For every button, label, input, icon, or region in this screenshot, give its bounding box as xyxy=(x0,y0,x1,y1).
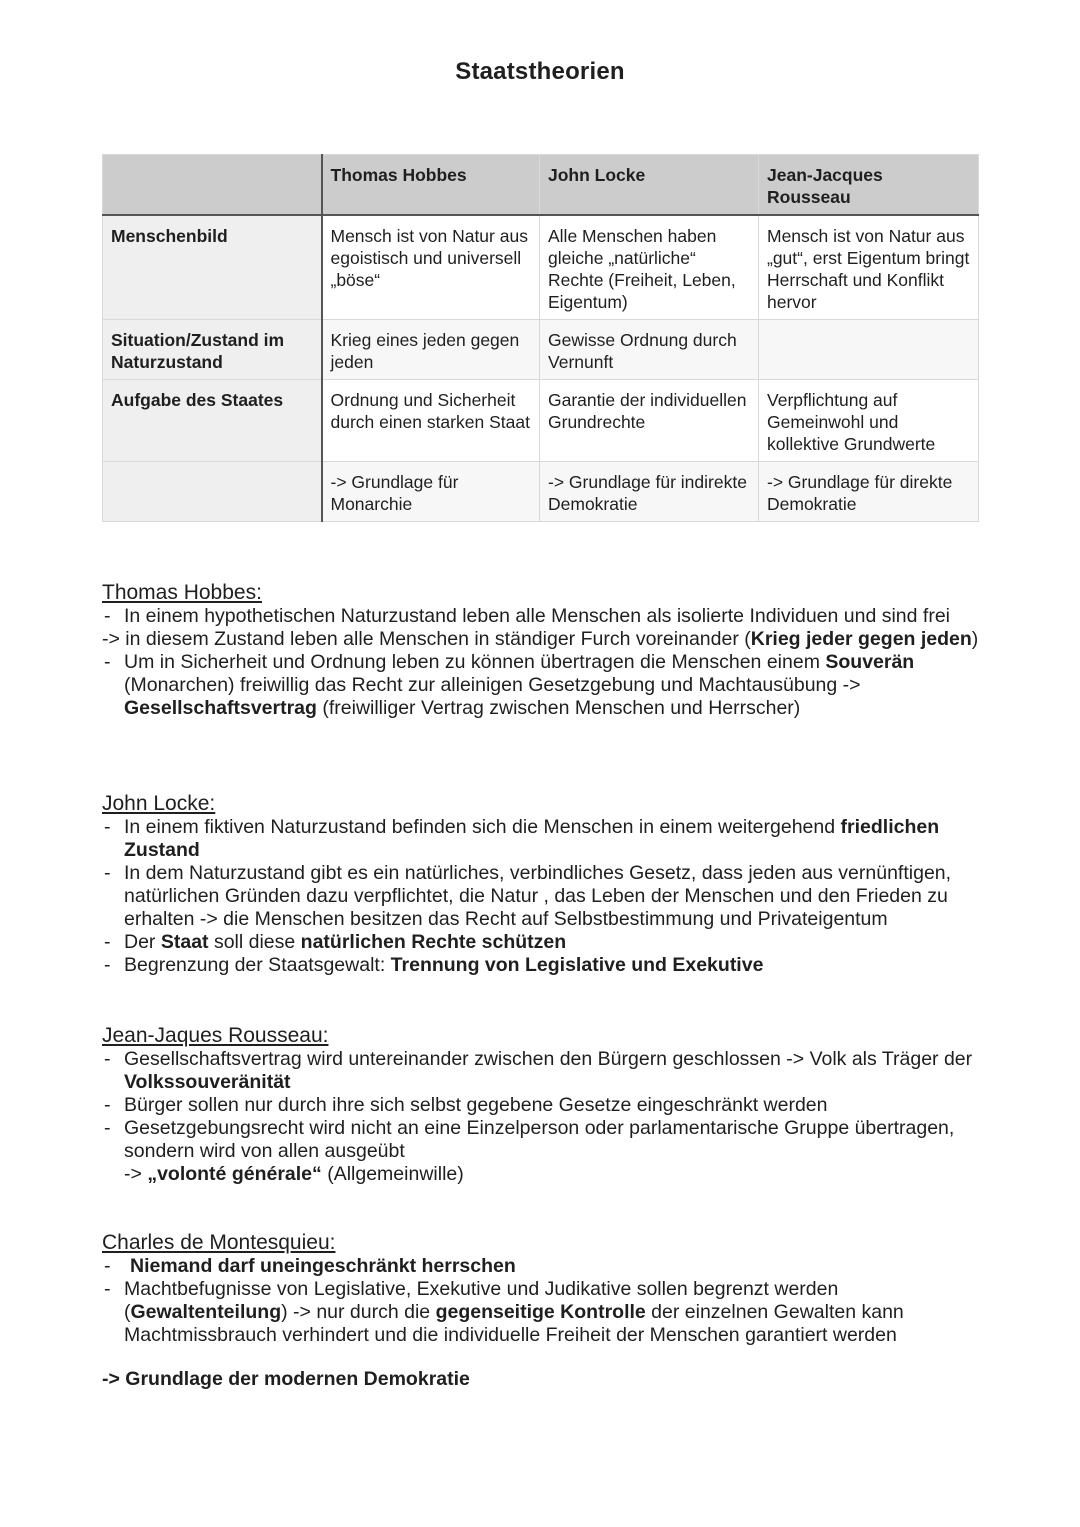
section-title-montesquieu: Charles de Montesquieu: xyxy=(102,1231,336,1254)
point-text: Machtbefugnisse von Legislative, Exekutive und Judikative sollen begrenzt werden ( xyxy=(124,1278,839,1323)
point-text: Um in Sicherheit und Ordnung leben zu können übertragen die Menschen einem xyxy=(124,651,826,673)
point-text: Gesellschaftsvertrag wird untereinander zwischen den Bürgern geschlossen -> Volk als Träger der xyxy=(124,1048,973,1070)
point-text: soll diese xyxy=(208,931,301,953)
section-montesquieu xyxy=(102,1231,992,1347)
page-title: Staatstheorien xyxy=(455,58,625,85)
section-title-hobbes: Thomas Hobbes: xyxy=(102,581,262,604)
table-cell: -> Grundlage für indirekte Demokratie xyxy=(540,462,759,522)
point-text: der einzelnen Gewalten kann Machtmissbrauch verhindert und die individuelle Freiheit der Menschen garantiert werden xyxy=(124,1301,904,1346)
point-bold: „volonté générale“ xyxy=(147,1163,322,1185)
point-text: ) xyxy=(971,628,979,650)
point-bold: Trennung von Legislative und Exekutive xyxy=(390,954,764,976)
table-cell xyxy=(759,320,979,380)
point-text: -> xyxy=(124,1163,148,1185)
conclusion: -> Grundlage der modernen Demokratie xyxy=(102,1368,470,1390)
list-item xyxy=(102,816,992,862)
table-cell: Mensch ist von Natur aus egoistisch und universell „böse“ xyxy=(322,215,540,320)
point-text: Begrenzung der Staatsgewalt: xyxy=(124,954,391,976)
table-cell: Gewisse Ordnung durch Vernunft xyxy=(540,320,759,380)
theory-comparison-table xyxy=(102,154,979,522)
point-text: Gesetzgebungsrecht wird nicht an eine Einzelperson oder parlamentarische Gruppe übertragen, sondern wird von allen ausgeübt xyxy=(124,1117,955,1162)
point-text: (freiwilliger Vertrag zwischen Menschen und Herrscher) xyxy=(316,697,801,719)
point-text: In einem hypothetischen Naturzustand leben alle Menschen als isolierte Individuen und sind frei xyxy=(124,605,950,627)
table-cell: Garantie der individuellen Grundrechte xyxy=(540,380,759,462)
header-empty xyxy=(103,155,322,216)
list-item xyxy=(102,1255,992,1278)
header-hobbes: Thomas Hobbes xyxy=(322,155,540,216)
header-rousseau: Jean-Jacques Rousseau xyxy=(759,155,979,216)
table-row xyxy=(103,380,979,462)
row-label: Menschenbild xyxy=(103,215,322,320)
table-cell: -> Grundlage für Monarchie xyxy=(322,462,540,522)
list-item xyxy=(102,954,992,977)
table-cell: Krieg eines jeden gegen jeden xyxy=(322,320,540,380)
point-text: -> in diesem Zustand leben alle Menschen in ständiger Furch voreinander ( xyxy=(102,628,751,650)
row-label: Aufgabe des Staates xyxy=(103,380,322,462)
table-cell: Verpflichtung auf Gemeinwohl und kollektive Grundwerte xyxy=(759,380,979,462)
point-bold: Gesellschaftsvertrag xyxy=(124,697,317,719)
table-header-row xyxy=(103,155,979,216)
point-text: ) -> nur durch die xyxy=(281,1301,436,1323)
table-cell: Alle Menschen haben gleiche „natürliche“ Rechte (Freiheit, Leben, Eigentum) xyxy=(540,215,759,320)
point-bold: natürlichen Rechte schützen xyxy=(300,931,567,953)
list-item xyxy=(102,862,992,931)
section-title-locke: John Locke: xyxy=(102,792,216,815)
point-bold: Krieg jeder gegen jeden xyxy=(750,628,972,650)
sub-line xyxy=(124,1163,992,1186)
row-label: Situation/Zustand im Naturzustand xyxy=(103,320,322,380)
point-text: Der xyxy=(124,931,161,953)
table-row xyxy=(103,320,979,380)
list-item xyxy=(102,651,992,720)
point-text: (Allgemeinwille) xyxy=(321,1163,464,1185)
row-label xyxy=(103,462,322,522)
list-item xyxy=(102,1094,992,1117)
table-cell: Ordnung und Sicherheit durch einen starken Staat xyxy=(322,380,540,462)
list-item xyxy=(102,1048,992,1094)
list-item xyxy=(102,931,992,954)
point-text: In dem Naturzustand gibt es ein natürliches, verbindliches Gesetz, dass jeden aus vernünftigen, natürlichen Gründen dazu verpflichtet, die Natur , das Leben der Menschen und den Frieden zu erhalten -> die Menschen besitzen das Recht auf Selbstbestimmung und Privateigentum xyxy=(124,862,952,930)
table-row xyxy=(103,215,979,320)
list-item xyxy=(102,605,992,628)
point-bold: Staat xyxy=(160,931,209,953)
list-item xyxy=(102,1117,992,1186)
header-locke: John Locke xyxy=(540,155,759,216)
point-bold: Volkssouveränität xyxy=(124,1071,291,1093)
point-text: (Monarchen) freiwillig das Recht zur alleinigen Gesetzgebung und Machtausübung -> xyxy=(124,674,861,696)
section-rousseau xyxy=(102,1024,992,1186)
point-bold: Niemand darf uneingeschränkt herrschen xyxy=(130,1255,516,1277)
point-bold: gegenseitige Kontrolle xyxy=(435,1301,646,1323)
point-bold: friedlichen Zustand xyxy=(124,816,940,861)
section-locke xyxy=(102,792,992,977)
table-cell: Mensch ist von Natur aus „gut“, erst Eigentum bringt Herrschaft und Konflikt hervor xyxy=(759,215,979,320)
point-bold: Gewaltenteilung xyxy=(130,1301,282,1323)
section-title-rousseau: Jean-Jaques Rousseau: xyxy=(102,1024,329,1047)
point-text: Bürger sollen nur durch ihre sich selbst gegebene Gesetze eingeschränkt werden xyxy=(124,1094,828,1116)
section-hobbes xyxy=(102,581,992,720)
table-cell: -> Grundlage für direkte Demokratie xyxy=(759,462,979,522)
list-item xyxy=(102,1278,992,1347)
table-row xyxy=(103,462,979,522)
list-item xyxy=(102,628,992,651)
point-bold: Souverän xyxy=(825,651,915,673)
point-text: In einem fiktiven Naturzustand befinden sich die Menschen in einem weitergehend xyxy=(124,816,841,838)
